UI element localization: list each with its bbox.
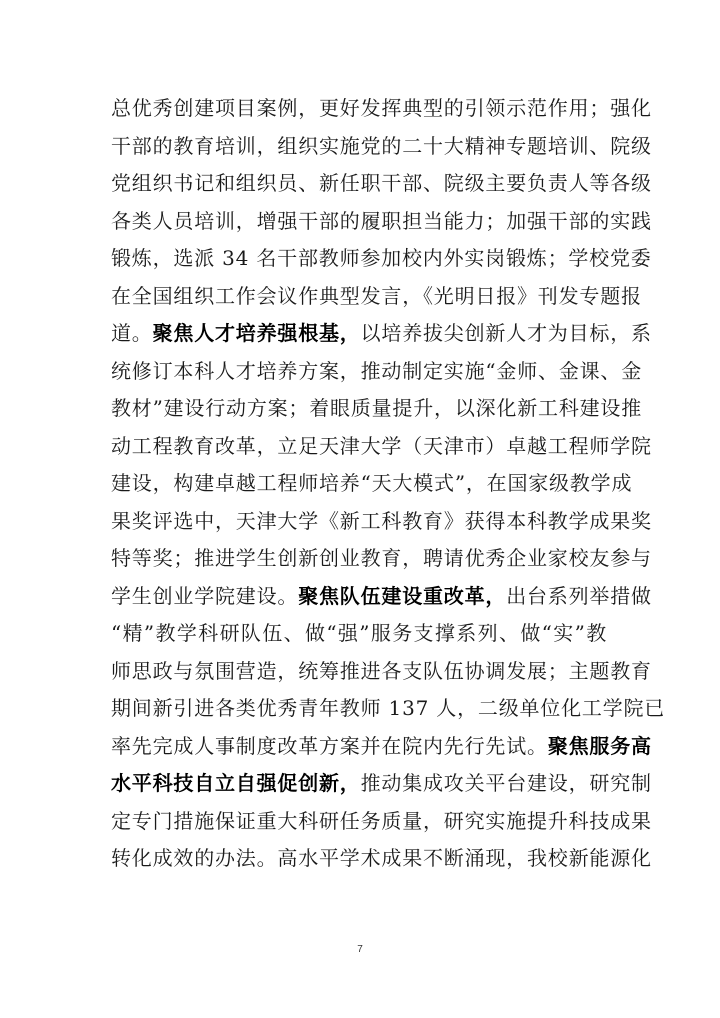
text-segment: 锻炼，选派 34 名干部教师参加校内外实岗锻炼；学校党委 (111, 246, 652, 270)
text-segment: 转化成效的办法。高水平学术成果不断涌现，我校新能源化 (111, 846, 652, 870)
text-line (111, 503, 652, 541)
text-line (111, 615, 607, 653)
text-segment: 推动集成攻关平台建设，研究制 (360, 771, 652, 795)
text-segment: 各类人员培训，增强干部的履职担当能力；加强干部的实践 (111, 208, 652, 233)
text-segment: 率先完成人事制度改革方案并在院内先行先试。 (111, 733, 548, 758)
text-line (111, 428, 652, 466)
text-line (111, 690, 666, 728)
text-segment: 建设，构建卓越工程师培养“天大模式”，在国家级教学成 (111, 471, 633, 495)
text-line (111, 390, 643, 428)
text-line (111, 278, 642, 316)
text-segment: “精”教学科研队伍、做“强”服务支撑系列、做“实”教 (111, 621, 607, 645)
text-line (111, 765, 652, 803)
text-segment: 期间新引进各类优秀青年教师 137 人，二级单位化工学院已 (111, 696, 666, 720)
text-line (111, 203, 652, 241)
text-segment: 道。 (111, 321, 153, 345)
text-line (111, 728, 652, 766)
text-segment: 特等奖；推进学生创新创业教育，聘请优秀企业家校友参与 (111, 546, 652, 570)
text-line (111, 315, 652, 353)
text-segment: 总优秀创建项目案例，更好发挥典型的引领示范作用；强化 (111, 96, 652, 120)
text-segment: 学生创业学院建设。 (111, 583, 299, 608)
text-segment: 干部的教育培训，组织实施党的二十大精神专题培训、院级 (111, 133, 652, 158)
bold-heading-phrase: 水平科技自立自强促创新， (111, 771, 361, 795)
text-segment: 在全国组织工作会议作典型发言，《光明日报》刊发专题报 (111, 283, 642, 308)
text-segment: 师思政与氛围营造，统筹推进各支队伍协调发展；主题教育 (111, 658, 652, 683)
text-line (111, 840, 652, 878)
text-segment: 统修订本科人才培养方案，推动制定实施“金师、金课、金 (111, 358, 643, 383)
text-line (111, 653, 652, 691)
text-line (111, 803, 652, 841)
text-segment: 定专门措施保证重大科研任务质量，研究实施提升科技成果 (111, 808, 652, 833)
text-segment: 出台系列举措做 (506, 583, 652, 608)
page-number: 7 (357, 944, 363, 955)
bold-heading-phrase: 聚焦服务高 (547, 733, 652, 758)
bold-heading-phrase: 聚焦队伍建设重改革， (298, 583, 507, 608)
text-segment: 动工程教育改革，立足天津大学（天津市）卓越工程师学院 (111, 433, 652, 458)
text-line (111, 240, 652, 278)
text-line (111, 128, 652, 166)
text-line (111, 165, 652, 203)
text-line (111, 578, 652, 616)
text-line (111, 465, 633, 503)
text-line (111, 540, 652, 578)
text-segment: 教材”建设行动方案；着眼质量提升，以深化新工科建设推 (111, 396, 643, 420)
text-line (111, 90, 652, 128)
bold-heading-phrase: 聚焦人才培养强根基， (152, 321, 361, 345)
text-segment: 以培养拔尖创新人才为目标，系 (360, 321, 652, 345)
text-segment: 党组织书记和组织员、新任职干部、院级主要负责人等各级 (111, 171, 652, 195)
body-paragraph (111, 90, 666, 878)
text-line (111, 353, 643, 391)
text-segment: 果奖评选中，天津大学《新工科教育》获得本科教学成果奖 (111, 508, 652, 533)
